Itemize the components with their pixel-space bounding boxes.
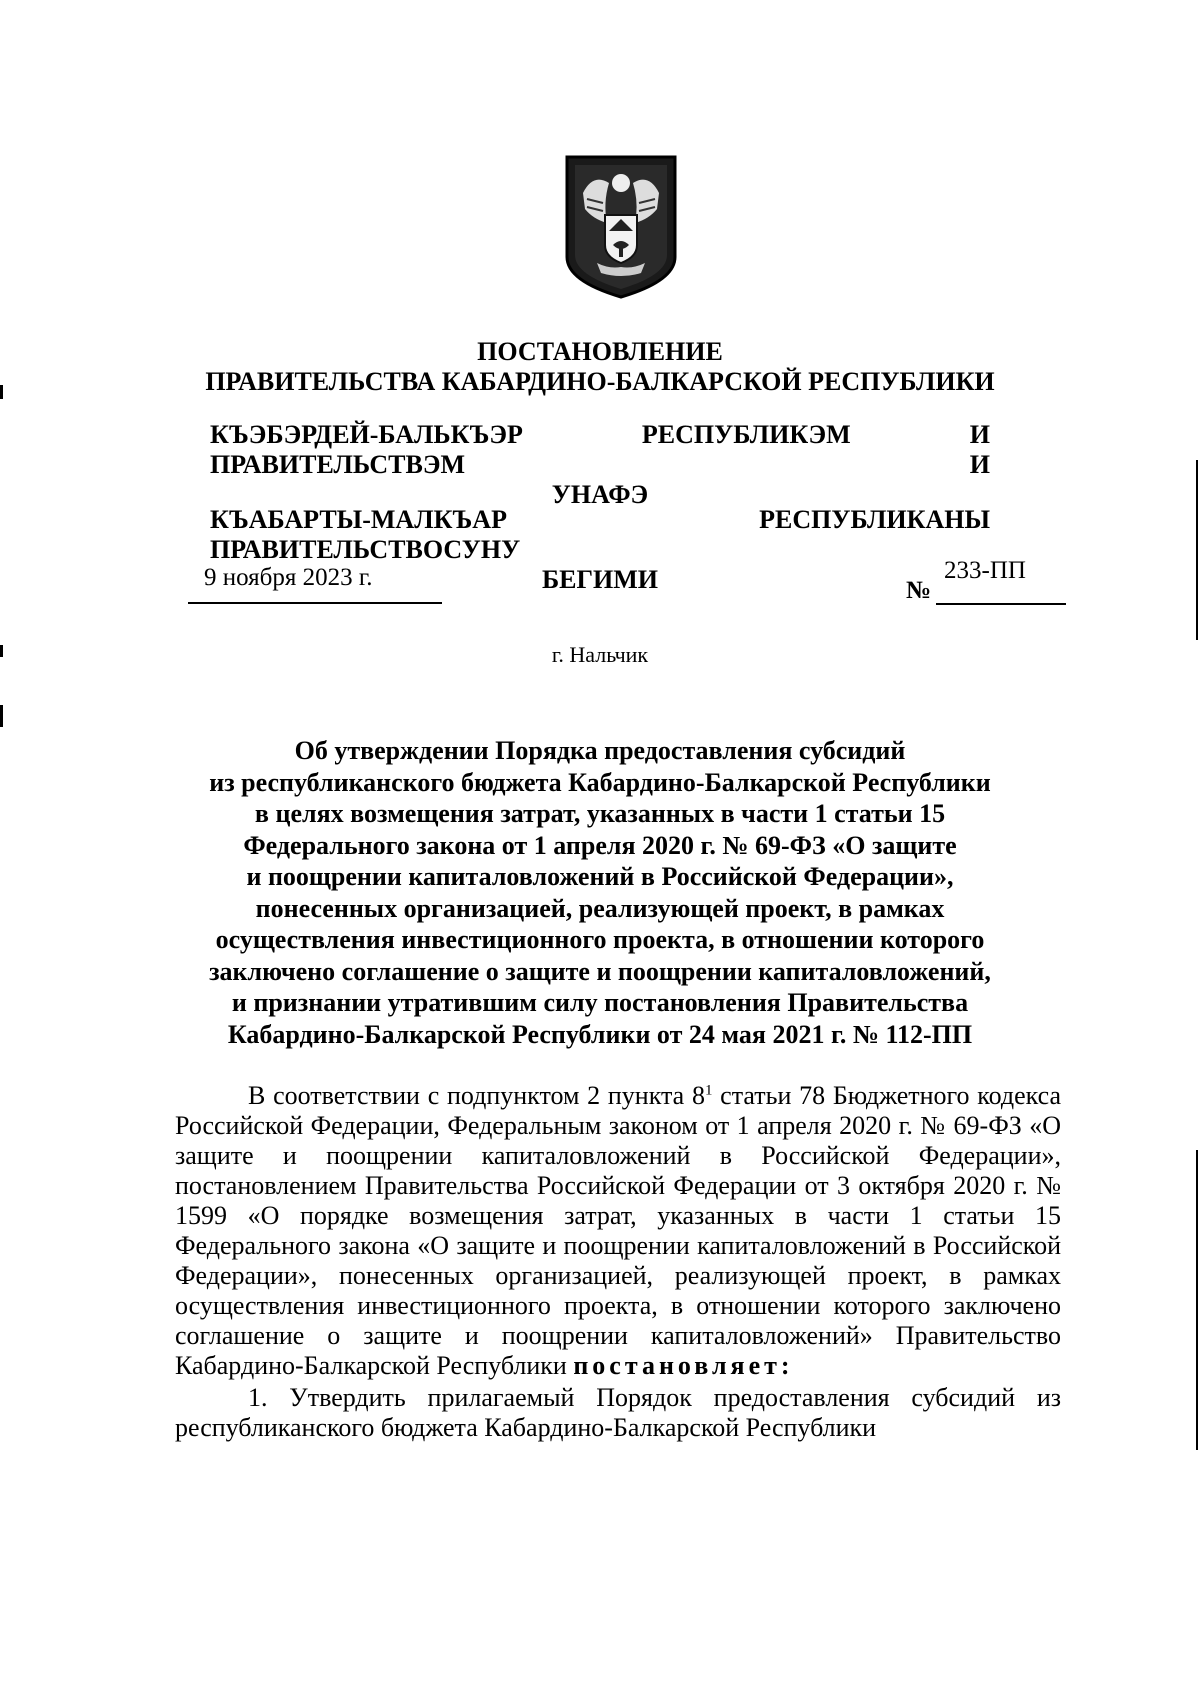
scan-edge-mark [1196,1150,1198,1450]
title-line: Федерального закона от 1 апреля 2020 г. № 69-ФЗ «О защите [243,830,957,860]
number-underline [936,603,1066,605]
scan-edge-mark [0,385,3,399]
document-body [175,1081,1061,1443]
number-sign: № [906,577,932,604]
heading-balkar-line2: БЕГИМИ [541,565,659,594]
superscript: 1 [704,1082,713,1099]
title-line: в целях возмещения затрат, указанных в части 1 статьи 15 [254,799,946,828]
body-paragraph-preamble [175,1081,1061,1381]
title-line: понесенных организацией, реализующей проект, в рамках [255,893,945,923]
kbr-coat-of-arms-icon [563,153,679,301]
heading-title: ПОСТАНОВЛЕНИЕ [477,337,723,366]
heading-balkar-line1: КЪАБАРТЫ-МАЛКЪАР РЕСПУБЛИКАНЫ ПРАВИТЕЛЬСТВОСУНУ [210,505,990,564]
scan-edge-mark [0,645,3,657]
title-line: Об утверждении Порядка предоставления субсидий [294,736,906,765]
heading-kabardian-line1: КЪЭБЭРДЕЙ-БАЛЬКЪЭР РЕСПУБЛИКЭМ И ПРАВИТЕЛЬСТВЭМ И [210,420,990,479]
heading-kabardian [160,420,1040,510]
heading-government: ПРАВИТЕЛЬСТВА КАБАРДИНО-БАЛКАРСКОЙ РЕСПУБЛИКИ [205,367,995,396]
title-line: заключено соглашение о защите и поощрении капиталовложений, [209,956,991,986]
preamble-text-rest: статьи 78 Бюджетного кодекса Российской Федерации, Федеральным законом от 1 апреля 2020 г. № 69-ФЗ «О защите и поощрении капиталовложений в Российской Федерации», постановлением Правительства Российской Федерации от 3 октября 2020 г. № 1599 «О порядке возмещения затрат, указанных в части 1 статьи 15 Федерального закона «О защите и поощрении капиталовложений в Российской Федерации», понесенных организацией, реализующей проект, в рамках осуществления инвестиционного проекта, в отношении которого заключено соглашение о защите и поощрении капиталовложений» Правительство Кабардино-Балкарской Республики [175,1081,1061,1380]
title-line: Кабардино-Балкарской Республики от 24 мая 2021 г. № 112-ПП [227,1019,973,1049]
date-underline [188,602,442,604]
heading-russian [160,337,1040,397]
preamble-text-start: В соответствии с подпунктом 2 пункта 8 [248,1081,705,1110]
heading-kabardian-line2: УНАФЭ [551,480,649,509]
title-line: и поощрении капиталовложений в Российской Федерации», [246,862,954,891]
document-number: 233-ПП [944,557,1026,584]
scan-edge-mark [0,705,3,727]
document-city: г. Нальчик [551,642,649,667]
title-line: осуществления инвестиционного проекта, в отношении которого [215,925,985,954]
scan-edge-mark [1196,460,1198,640]
title-line: и признании утратившим силу постановления Правительства [231,988,969,1017]
document-date: 9 ноября 2023 г. [204,564,373,591]
title-line: из республиканского бюджета Кабардино-Балкарской Республики [209,767,991,797]
document-title [170,735,1030,1050]
resolves-word: постановляет: [573,1351,794,1380]
body-paragraph-item-1: 1. Утвердить прилагаемый Порядок предоставления субсидий из республиканского бюджета Кабардино-Балкарской Республики [175,1383,1061,1442]
